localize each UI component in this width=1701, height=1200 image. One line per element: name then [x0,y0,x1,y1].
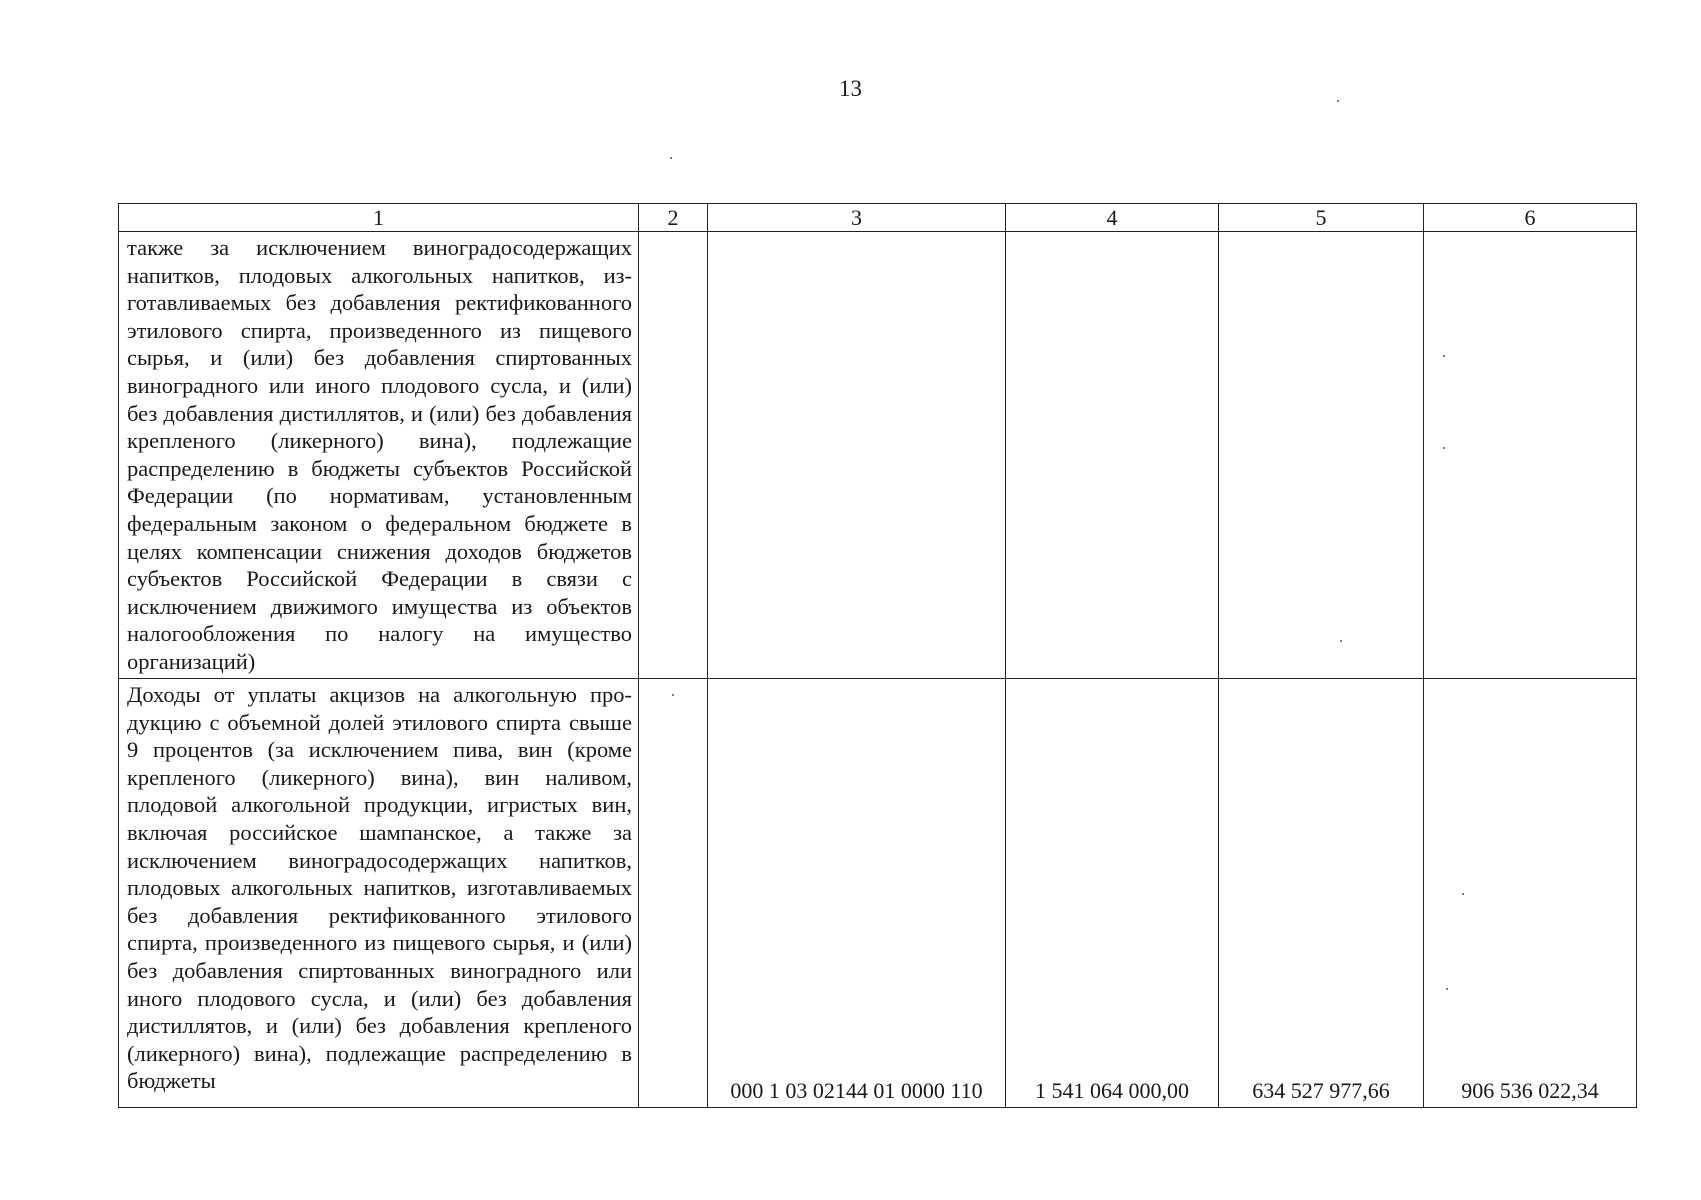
scan-speck [670,157,672,159]
row-col4-cell: 1 541 064 000,00 [1006,679,1219,1108]
scan-speck [1443,355,1445,357]
scan-speck [1446,988,1448,990]
scan-speck [1443,447,1445,449]
budget-revenue-table [118,203,1637,1108]
scan-speck [1337,100,1339,102]
page-number: 13 [839,76,862,101]
table-row [119,679,1637,1108]
row-col2-cell [639,679,708,1108]
row-col6-cell: 906 536 022,34 [1424,679,1637,1108]
column-header: 3 [708,204,1006,232]
scan-speck [1340,640,1342,642]
row-col2-cell [639,232,708,679]
scan-speck [672,694,674,696]
column-header: 5 [1219,204,1424,232]
scan-speck [1462,893,1464,895]
column-header: 6 [1424,204,1637,232]
row-col4-cell [1006,232,1219,679]
row-col5-cell: 634 527 977,66 [1219,679,1424,1108]
row-description: Доходы от уплаты акцизов на алкогольную продукцию с объемной долей этилового спирта свыше 9 процентов (за исключением пива, вин (кроме крепленого (ликерного) вина), вин наливом, плодовой алкогольной продукции, игристых вин, включая российское шампанское, а также за исключением виноградосодержащих напитков, плодовых алкогольных напитков, изготавливаемых без добавления ректификованного этилового спирта, произведенного из пищевого сырья, и (или) без добавления спиртованных виноградного или иного плодового сусла, и (или) без добавления дистиллятов, и (или) без добавления крепленого (ликерного) вина), подлежащие распределению в бюджеты [119,679,639,1108]
column-header: 4 [1006,204,1219,232]
row-col6-cell [1424,232,1637,679]
table-header-row [119,204,1637,232]
column-header: 2 [639,204,708,232]
row-code-cell: 000 1 03 02144 01 0000 110 [708,679,1006,1108]
row-code-cell [708,232,1006,679]
row-description: также за исключением виноградосодержащих напитков, плодовых алкогольных напитков, изготавливаемых без добавления ректификованного этилового спирта, произведенного из пищевого сырья, и (или) без добавления спиртованных виноградного или иного плодового сусла, и (или) без добавления дистиллятов, и (или) без добавления крепленого (ликерного) вина), подлежащие распределению в бюджеты субъектов Российской Федерации (по нормативам, установленным федеральным законом о федеральном бюджете в целях компенсации снижения доходов бюджетов субъектов Российской Федерации в связи с исключением движимого имущества из объектов налогообложения по налогу на имущество организаций) [119,232,639,679]
column-header: 1 [119,204,639,232]
row-col5-cell [1219,232,1424,679]
table-row [119,232,1637,679]
